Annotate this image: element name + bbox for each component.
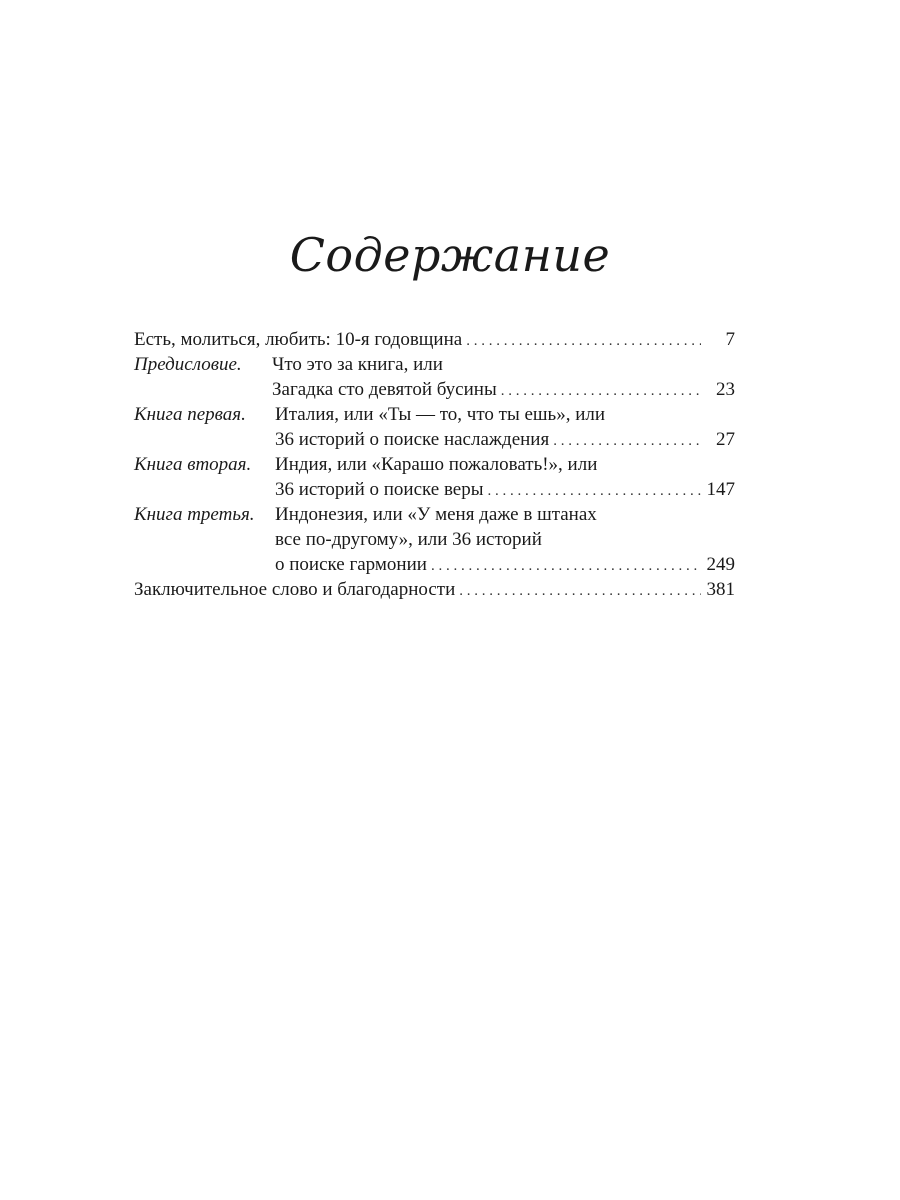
toc-entry-book-two bbox=[134, 452, 735, 477]
toc-entry-title: Что это за книга, или bbox=[272, 354, 443, 375]
toc-entry-title: о поиске гармонии bbox=[275, 554, 427, 575]
toc-entry-title: Есть, молиться, любить: 10-я годовщина bbox=[134, 329, 463, 350]
page-number: 147 bbox=[706, 479, 735, 500]
toc-entry-preface-cont bbox=[134, 377, 735, 402]
toc-entry-title: Заключительное слово и благодарности bbox=[134, 579, 456, 600]
page-number: 381 bbox=[706, 579, 735, 600]
dot-leader bbox=[459, 579, 700, 604]
table-of-contents bbox=[134, 327, 735, 602]
dot-leader bbox=[488, 479, 701, 504]
toc-entry-book-one bbox=[134, 402, 735, 427]
toc-entry-afterword bbox=[134, 577, 735, 602]
toc-entry-title: Индия, или «Карашо пожаловать!», или bbox=[275, 454, 598, 475]
page-title: Содержание bbox=[289, 228, 611, 282]
section-label: Книга первая. bbox=[134, 404, 246, 425]
section-label: Книга вторая. bbox=[134, 454, 252, 475]
page-number: 249 bbox=[706, 554, 735, 575]
dot-leader bbox=[466, 329, 701, 354]
toc-entry-book-one-cont bbox=[134, 427, 735, 452]
toc-entry-book-three bbox=[134, 502, 735, 527]
toc-entry-title: Италия, или «Ты — то, что ты ешь», или bbox=[275, 404, 606, 425]
toc-entry-preface bbox=[134, 352, 735, 377]
toc-entry-book-two-cont bbox=[134, 477, 735, 502]
dot-leader bbox=[553, 429, 701, 454]
toc-entry-title: 36 историй о поиске веры bbox=[275, 479, 484, 500]
toc-entry-book-three-cont bbox=[134, 527, 735, 552]
page-number: 27 bbox=[716, 429, 735, 450]
toc-entry-book-three-cont bbox=[134, 552, 735, 577]
dot-leader bbox=[501, 379, 701, 404]
toc-entry-title: все по-другому», или 36 историй bbox=[275, 529, 542, 550]
dot-leader bbox=[431, 554, 701, 579]
toc-entry-title: Индонезия, или «У меня даже в штанах bbox=[275, 504, 597, 525]
page-number: 7 bbox=[725, 329, 735, 350]
page-number: 23 bbox=[716, 379, 735, 400]
toc-entry-title: 36 историй о поиске наслаждения bbox=[275, 429, 550, 450]
section-label: Книга третья. bbox=[134, 504, 255, 525]
toc-entry-anniversary bbox=[134, 327, 735, 352]
section-label: Предисловие. bbox=[134, 354, 242, 375]
toc-entry-title: Загадка сто девятой бусины bbox=[272, 379, 497, 400]
